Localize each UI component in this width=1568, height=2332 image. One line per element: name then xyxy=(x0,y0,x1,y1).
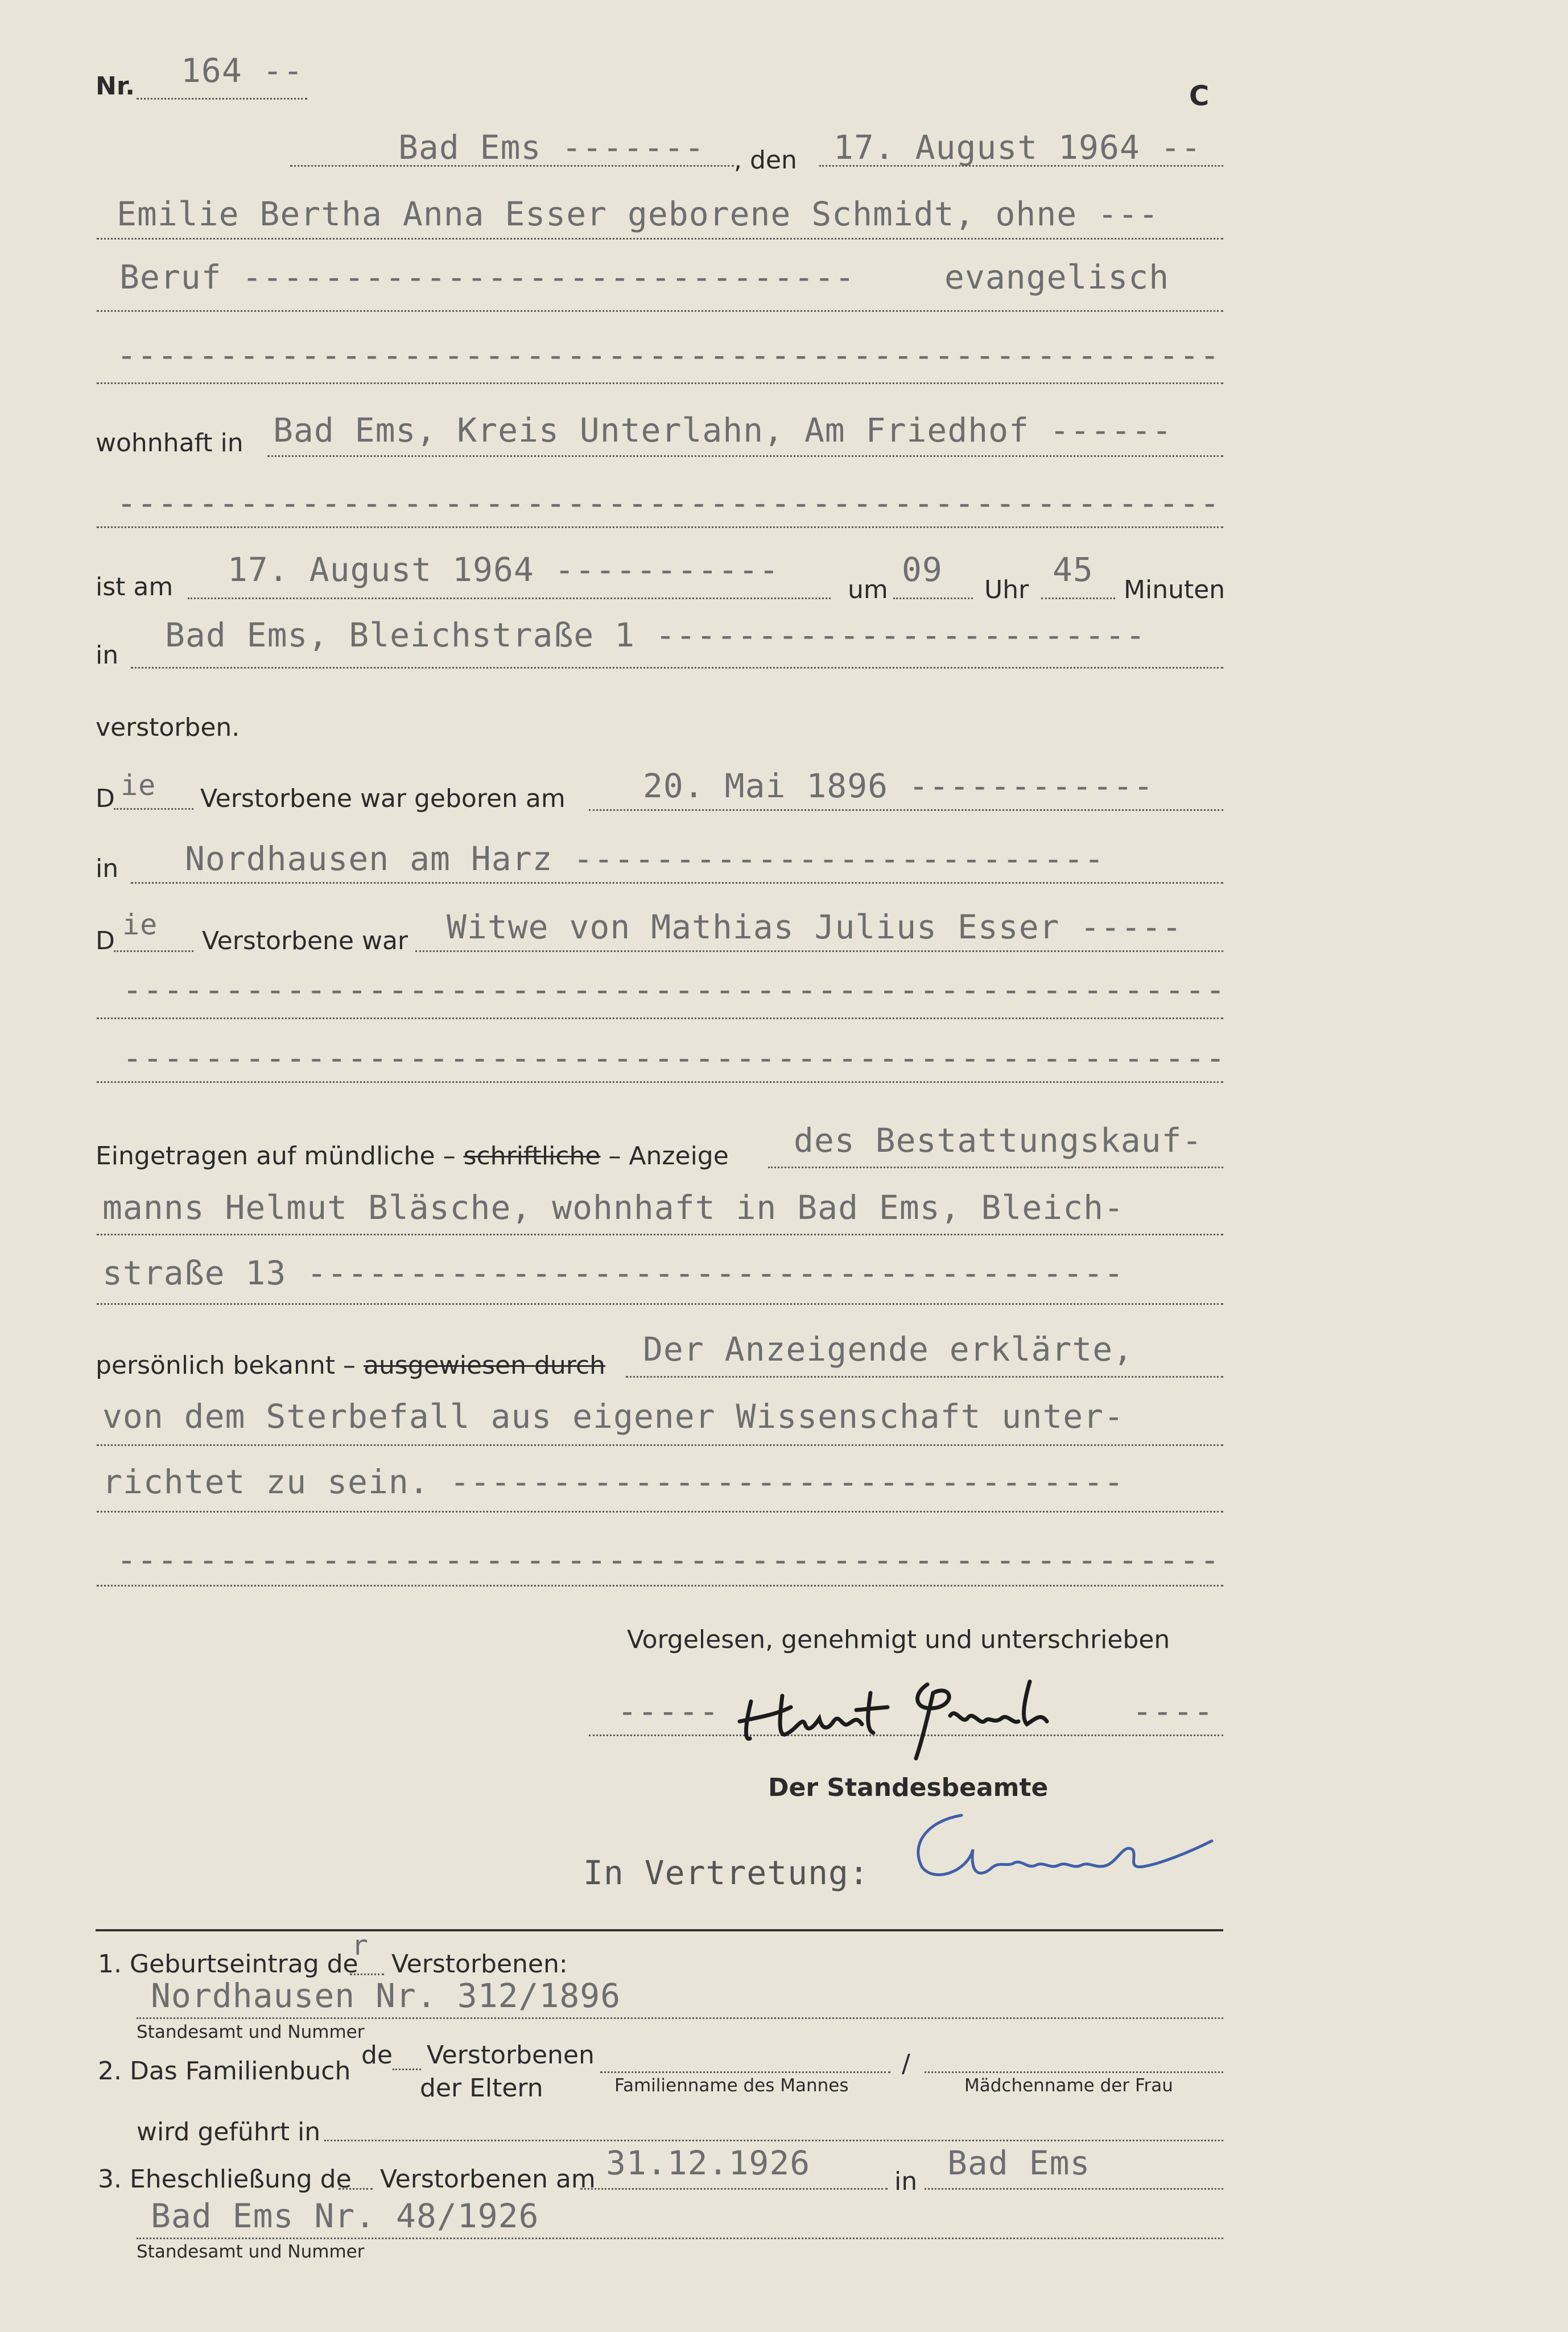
deceased-name-line: Emilie Bertha Anna Esser geborene Schmidt, ohne --- xyxy=(117,195,1159,233)
dotted-line xyxy=(97,1585,1223,1587)
residence-filler: ------------------------------------------------------ xyxy=(117,484,1220,522)
sig-dashes-right: ---- xyxy=(1132,1692,1214,1731)
marriage-entry-value: Bad Ems Nr. 48/1926 xyxy=(151,2197,539,2235)
status-filler-2: ------------------------------------------------------ xyxy=(122,1039,1226,1077)
birth-label: Verstorbene war geboren am xyxy=(200,784,566,813)
death-place: Bad Ems, Bleichstraße 1 ------------------------ xyxy=(165,616,1146,654)
item2-option-verstorbenen: Verstorbenen xyxy=(427,2041,595,2070)
death-date: 17. August 1964 ----------- xyxy=(228,550,779,589)
death-minutes: 45 xyxy=(1053,550,1094,589)
status-filler-1: ------------------------------------------------------ xyxy=(122,970,1226,1009)
dotted-line xyxy=(415,950,1223,952)
birth-place: Nordhausen am Harz -------------------------- xyxy=(185,839,1105,878)
informant-signature xyxy=(734,1662,1144,1764)
dotted-line xyxy=(137,2238,1223,2239)
dotted-line xyxy=(393,2069,421,2070)
item2-caption-wife: Mädchenname der Frau xyxy=(964,2075,1173,2096)
item1-label-b: Verstorbenen: xyxy=(391,1950,568,1979)
dotted-line xyxy=(893,598,973,599)
registry-date: 17. August 1964 -- xyxy=(833,128,1202,167)
dotted-line xyxy=(97,1511,1223,1513)
item3-label-b: Verstorbenen am xyxy=(380,2165,596,2194)
birth-date: 20. Mai 1896 ------------ xyxy=(643,767,1154,805)
dotted-line xyxy=(589,809,1223,811)
minuten-label: Minuten xyxy=(1124,575,1225,604)
wohnhaft-label: wohnhaft in xyxy=(96,429,244,458)
item2-de: de xyxy=(361,2041,393,2070)
corner-letter: C xyxy=(1189,80,1210,112)
item2-caption-husband: Familienname des Mannes xyxy=(614,2075,849,2096)
status-d-label: D xyxy=(96,926,115,955)
dotted-line xyxy=(600,2071,890,2073)
dotted-line xyxy=(350,1973,384,1975)
item2-slash: / xyxy=(902,2049,910,2078)
dotted-line xyxy=(339,2188,373,2190)
official-signature xyxy=(893,1798,1223,1901)
ist-am-label: ist am xyxy=(96,572,174,601)
occupation-line: Beruf ------------------------------ xyxy=(119,258,856,296)
item2-option-eltern: der Eltern xyxy=(420,2074,543,2103)
dotted-line xyxy=(97,1444,1223,1446)
religion: evangelisch xyxy=(944,258,1170,296)
dotted-line xyxy=(97,382,1223,384)
marriage-place: Bad Ems xyxy=(947,2144,1091,2182)
dotted-line xyxy=(267,455,1223,457)
um-label: um xyxy=(848,575,888,604)
nr-label: Nr. xyxy=(96,72,135,101)
dotted-line xyxy=(97,310,1223,312)
sig-dashes-left: ----- xyxy=(617,1692,720,1731)
dotted-line xyxy=(131,667,1223,669)
marital-status: Witwe von Mathias Julius Esser ----- xyxy=(447,908,1183,946)
dotted-line xyxy=(580,2188,888,2190)
declaration-filler: ------------------------------------------------------ xyxy=(117,1540,1220,1579)
status-label: Verstorbene war xyxy=(202,926,408,955)
dotted-line xyxy=(925,2071,1223,2073)
declaration-line-1: Der Anzeigende erklärte, xyxy=(643,1330,1134,1369)
person-filler-line: ------------------------------------------------------ xyxy=(117,336,1220,374)
death-hour: 09 xyxy=(902,550,943,589)
item1-sup: r xyxy=(352,1930,369,1962)
item3-caption: Standesamt und Nummer xyxy=(137,2242,365,2262)
registration-label: Eingetragen auf mündliche – schriftliche – Anzeige xyxy=(96,1142,729,1171)
dotted-line xyxy=(97,1234,1223,1235)
dotted-line xyxy=(131,882,1223,884)
residence-line: Bad Ems, Kreis Unterlahn, Am Friedhof ------ xyxy=(273,411,1173,450)
dotted-line xyxy=(324,2140,1223,2141)
dotted-line xyxy=(1041,598,1115,599)
dotted-line xyxy=(97,1081,1223,1083)
item3-label: 3. Eheschließung de xyxy=(98,2165,352,2194)
footer-divider xyxy=(96,1929,1223,1931)
place-dotted-line xyxy=(290,165,734,167)
dotted-line xyxy=(626,1376,1223,1378)
dotted-line xyxy=(97,526,1223,528)
dotted-line xyxy=(97,1017,1223,1019)
record-number: 164 -- xyxy=(181,51,304,90)
status-d-suffix: ie xyxy=(122,908,158,941)
item1-label: 1. Geburtseintrag de xyxy=(98,1950,358,1979)
dotted-line xyxy=(97,1303,1223,1305)
dotted-line xyxy=(768,1167,1223,1168)
item2-label: 2. Das Familienbuch xyxy=(98,2057,351,2086)
dotted-line xyxy=(114,808,193,810)
read-approved-label: Vorgelesen, genehmigt und unterschrieben xyxy=(627,1625,1170,1654)
den-label: , den xyxy=(734,146,797,175)
identity-label: persönlich bekannt – ausgewiesen durch xyxy=(96,1351,605,1380)
date-dotted-line xyxy=(819,165,1223,167)
official-title: Der Standesbeamte xyxy=(768,1773,1049,1802)
item2-wird-label: wird geführt in xyxy=(137,2117,321,2146)
dotted-line xyxy=(188,598,831,599)
death-in-label: in xyxy=(96,641,119,670)
in-vertretung-label: In Vertretung: xyxy=(583,1853,869,1892)
declaration-line-3: richtet zu sein. --------------------------------- xyxy=(102,1462,1124,1501)
birth-d-label: D xyxy=(96,784,115,813)
declaration-line-2: von dem Sterbefall aus eigener Wissenschaft unter- xyxy=(102,1397,1124,1436)
verstorben-label: verstorben. xyxy=(96,713,240,742)
item1-caption: Standesamt und Nummer xyxy=(137,2022,365,2042)
item3-in-label: in xyxy=(894,2167,918,2196)
nr-dotted-line xyxy=(137,98,307,100)
informant-line-1: des Bestattungskauf- xyxy=(794,1121,1203,1160)
birth-in-label: in xyxy=(96,854,119,883)
birth-entry-value: Nordhausen Nr. 312/1896 xyxy=(151,1976,621,2015)
registry-place: Bad Ems ------- xyxy=(398,128,705,167)
uhr-label: Uhr xyxy=(984,575,1029,604)
birth-d-suffix: ie xyxy=(121,769,156,802)
dotted-line xyxy=(925,2188,1223,2190)
informant-line-3: straße 13 ---------------------------------------- xyxy=(102,1254,1124,1292)
dotted-line xyxy=(97,238,1223,240)
dotted-line xyxy=(114,950,193,952)
marriage-date: 31.12.1926 xyxy=(606,2144,811,2182)
dotted-line xyxy=(137,2017,1223,2019)
informant-line-2: manns Helmut Bläsche, wohnhaft in Bad Ems, Bleich- xyxy=(102,1188,1124,1227)
